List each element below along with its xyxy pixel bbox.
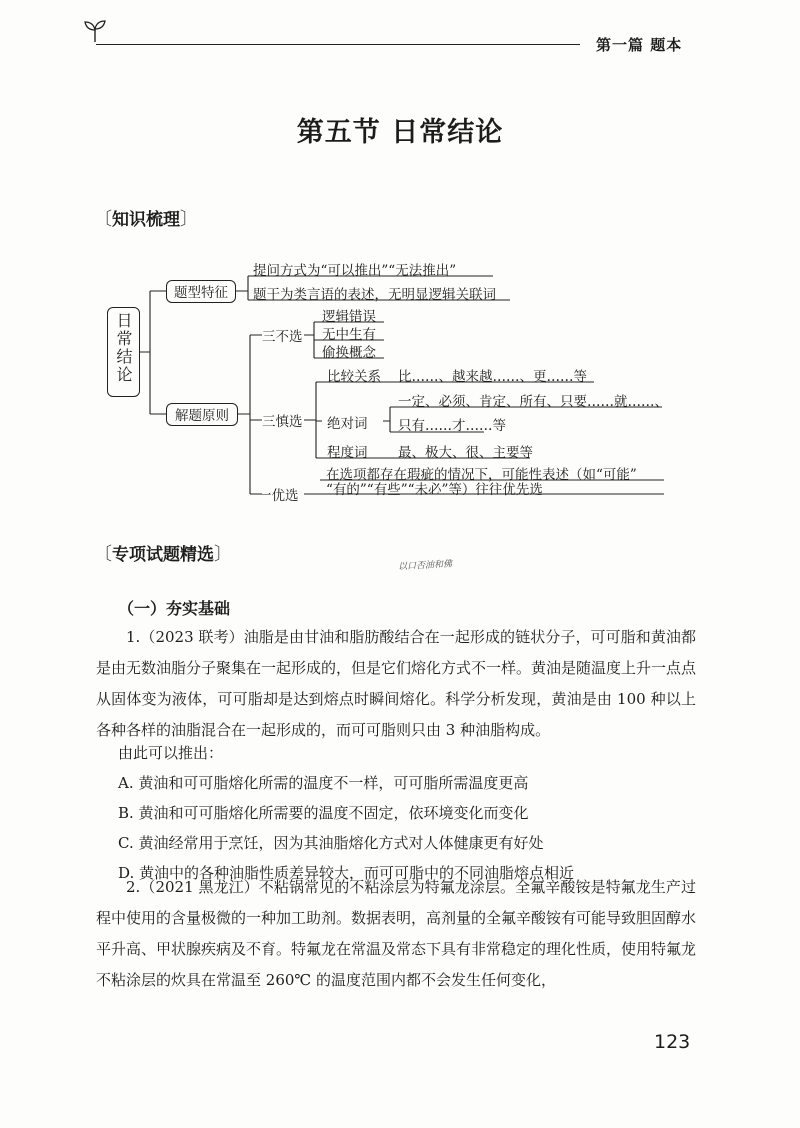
bracket-open: 〔 (94, 209, 112, 230)
q1-option-a: A. 黄油和可可脂熔化所需的温度不一样，可可脂所需温度更高 (118, 774, 529, 792)
node-one-prefer: 一优选 (258, 488, 299, 504)
node-three-no: 三不选 (262, 329, 303, 345)
degree-text: 最、极大、很、主要等 (398, 445, 533, 461)
mindmap-root-label: 日常结论 (114, 312, 133, 384)
one-prefer-line-1: 在选项都存在瑕疵的情况下，可能性表述（如“可能” (326, 467, 637, 483)
bracket-close: 〕 (214, 544, 232, 565)
absolute-label: 绝对词 (327, 416, 368, 432)
handwritten-note: 以口否油和佛 (397, 559, 453, 573)
special-heading (94, 540, 232, 566)
degree-label: 程度词 (327, 445, 368, 461)
node-type-features: 题型特征 (166, 280, 236, 303)
three-no-item-3: 偷换概念 (322, 345, 376, 361)
absolute-line-2: 只有……才……等 (398, 418, 506, 434)
type-feature-item-1: 提问方式为“可以推出”“无法推出” (253, 263, 457, 279)
part-heading: （一）夯实基础 (118, 599, 231, 618)
q1-option-c: C. 黄油经常用于烹饪，因为其油脂熔化方式对人体健康更有好处 (118, 834, 544, 852)
bracket-close: 〕 (180, 209, 198, 230)
q1-prompt: 由此可以推出： (118, 744, 224, 762)
comparison-label: 比较关系 (327, 369, 381, 385)
q1-stem: 1.（2023 联考）油脂是由甘油和脂肪酸结合在一起形成的链状分子，可可脂和黄油都是由无数油脂分子聚集在一起形成的，但是它们熔化方式不一样。黄油是随温度上升一点点从固体变为液体，可可脂却是达到熔点时瞬间熔化。科学分析发现，黄油是由 100 种以上各种各样的油脂混合在一起形成的，而可可脂则只由 3 种油脂构成。 (96, 628, 697, 739)
comparison-text: 比……、越来越……、更……等 (398, 369, 587, 385)
three-no-item-2: 无中生有 (322, 327, 376, 343)
three-no-item-1: 逻辑错误 (322, 309, 376, 325)
q1-option-b: B. 黄油和可可脂熔化所需要的温度不固定，依环境变化而变化 (118, 804, 529, 822)
knowledge-heading-text: 知识梳理 (112, 210, 180, 230)
q2-stem: 2.（2021 黑龙江）不粘锅常见的不粘涂层为特氟龙涂层。全氟辛酸铵是特氟龙生产过程中使用的含量极微的一种加工助剂。数据表明，高剂量的全氟辛酸铵有可能导致胆固醇水平升高、甲状腺疾病及不育。特氟龙在常温及常态下具有非常稳定的理化性质，使用特氟龙不粘涂层的炊具在常温至 260℃ 的温度范围内都不会发生任何变化， (96, 878, 697, 989)
special-heading-text: 专项试题精选 (112, 545, 214, 565)
node-principles: 解题原则 (166, 403, 238, 426)
one-prefer-line-2: “有的”“有些”“未必”等）往往优先选 (326, 482, 543, 498)
absolute-line-1: 一定、必须、肯定、所有、只要……就……、 (398, 394, 668, 410)
header-section-label: 第一篇 题本 (596, 36, 683, 54)
page-title: 第五节 日常结论 (296, 117, 504, 148)
q1-option-d: D. 黄油中的各种油脂性质差异较大，而可可脂中的不同油脂熔点相近 (118, 864, 575, 882)
mindmap-root (107, 307, 140, 397)
page-number: 123 (654, 1031, 691, 1053)
bracket-open: 〔 (94, 544, 112, 565)
node-three-caution: 三慎选 (262, 414, 303, 430)
type-feature-item-2: 题干为类言语的表述，无明显逻辑关联词 (253, 287, 496, 303)
